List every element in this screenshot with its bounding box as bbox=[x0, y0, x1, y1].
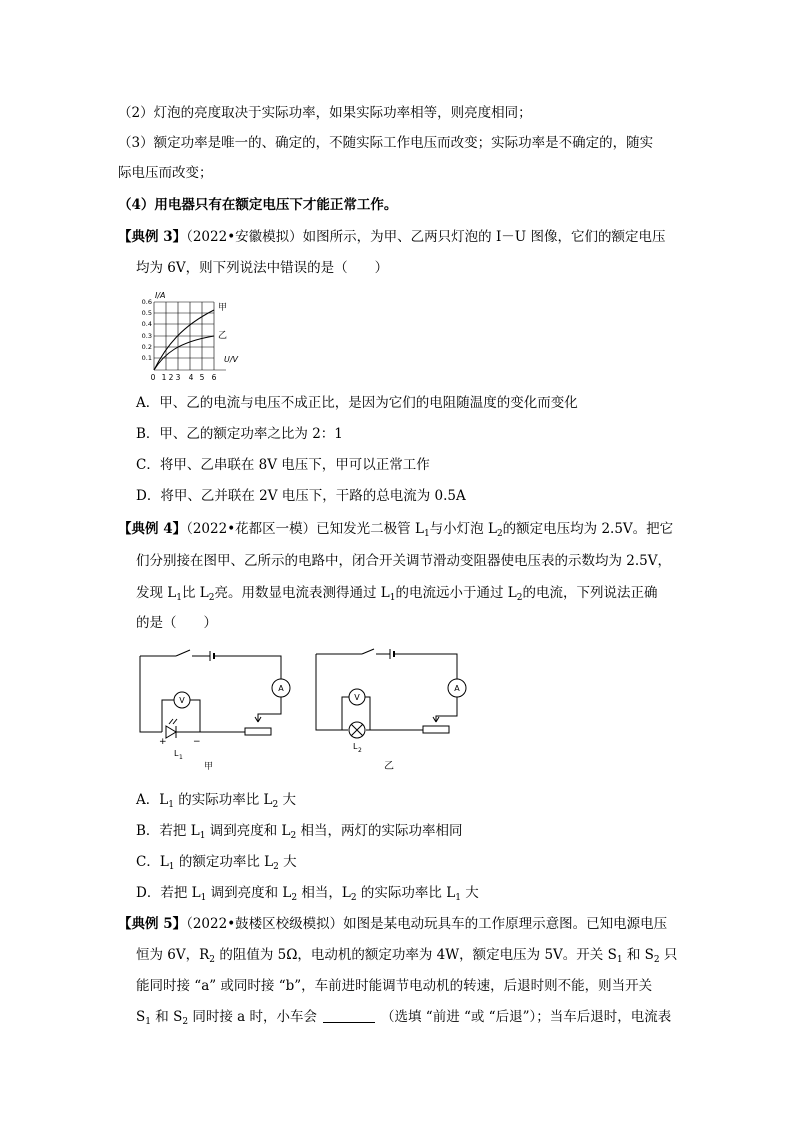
y-tick: 0.3 bbox=[141, 332, 152, 340]
text: 亮。用数显电流表测得通过 L bbox=[214, 585, 390, 601]
text: 调到亮度和 L bbox=[206, 885, 292, 901]
example-3-option-c: C．将甲、乙串联在 8V 电压下，甲可以正常工作 bbox=[136, 457, 430, 473]
circuit-a bbox=[136, 648, 298, 772]
example-4-option-b bbox=[136, 822, 463, 840]
text: （选填 “前进 “或 “后退”）；当车后退时，电流表 bbox=[381, 1009, 672, 1025]
text: 与小灯泡 L bbox=[429, 521, 497, 537]
example-4-option-c bbox=[136, 853, 297, 871]
example-5-line4 bbox=[136, 1008, 671, 1026]
curve-a bbox=[154, 310, 214, 370]
text: 已知发光二极管 L bbox=[316, 521, 424, 537]
sub: 2 bbox=[653, 955, 660, 965]
text: 比 L bbox=[182, 585, 209, 601]
ammeter-label: A bbox=[454, 684, 460, 693]
text: C．L bbox=[136, 854, 169, 870]
text: 的实际功率比 L bbox=[356, 885, 456, 901]
example-3-option-b: B．甲、乙的额定功率之比为 2：1 bbox=[136, 426, 343, 442]
sub: 1 bbox=[145, 1017, 151, 1027]
curve-b bbox=[154, 336, 214, 370]
l1-label: L bbox=[174, 749, 179, 758]
sub: 2 bbox=[209, 955, 216, 965]
example-4-source: （2022•花都区一模） bbox=[186, 521, 317, 537]
y-axis-label: I/A bbox=[155, 291, 166, 300]
text: 只 bbox=[659, 947, 678, 963]
caption-a: 甲 bbox=[204, 762, 214, 772]
text: 相当，L bbox=[297, 885, 351, 901]
example-3-source: （2022•安徽模拟） bbox=[186, 229, 303, 245]
example-5-line2 bbox=[136, 946, 677, 964]
text: D．若把 L bbox=[136, 885, 201, 901]
text: 的实际功率比 L bbox=[173, 792, 273, 808]
text: 大 bbox=[460, 885, 479, 901]
sub: 2 bbox=[496, 529, 503, 539]
text: 和 S bbox=[150, 1009, 183, 1025]
sub: 2 bbox=[273, 862, 279, 872]
text: 恒为 6V，R bbox=[136, 947, 210, 963]
sub: 2 bbox=[291, 893, 298, 903]
text: 的电流远小于通过 L bbox=[395, 585, 517, 601]
sub: 2 bbox=[350, 893, 357, 903]
text: 如图是某电动玩具车的工作原理示意图。已知电源电压 bbox=[343, 916, 668, 932]
sub: 1 bbox=[176, 593, 182, 603]
example-5-line1 bbox=[118, 915, 667, 933]
text: 发现 L bbox=[136, 585, 177, 601]
example-3-option-d: D．将甲、乙并联在 2V 电压下，干路的总电流为 0.5A bbox=[136, 488, 466, 504]
x-tick: 1 bbox=[161, 373, 167, 382]
rheostat bbox=[423, 726, 449, 733]
sub: 1 bbox=[168, 800, 174, 810]
x-tick: 2 bbox=[168, 373, 174, 382]
y-tick: 0.2 bbox=[141, 343, 152, 351]
note-3-line2: 际电压而改变； bbox=[118, 165, 213, 181]
x-tick: 5 bbox=[199, 373, 205, 382]
example-3-option-a: A．甲、乙的电流与电压不成正比，是因为它们的电阻随温度的变化而变化 bbox=[136, 395, 578, 411]
example-4-label: 【典例 4】 bbox=[118, 521, 187, 537]
answer-blank[interactable] bbox=[323, 1010, 375, 1023]
sub: 1 bbox=[616, 955, 623, 965]
example-5-line3: 能同时接 “a” 或同时接 “b”，车前进时能调节电动机的转速，后退时则不能，则当开关 bbox=[136, 978, 653, 994]
y-tick: 0.1 bbox=[141, 354, 152, 362]
text: 大 bbox=[278, 854, 297, 870]
example-4-line1 bbox=[118, 520, 673, 538]
text: B．若把 L bbox=[136, 823, 200, 839]
example-5-source: （2022•鼓楼区校级模拟） bbox=[186, 916, 344, 932]
example-3-question-line2: 均为 6V，则下列说法中错误的是（ ） bbox=[136, 260, 389, 276]
text: A．L bbox=[136, 792, 169, 808]
sub: 1 bbox=[168, 862, 175, 872]
sub: 2 bbox=[290, 831, 297, 841]
note-2: （2）灯泡的亮度取决于实际功率，如果实际功率相等，则亮度相同； bbox=[118, 105, 532, 121]
voltmeter-label: V bbox=[354, 693, 360, 702]
example-4-line2: 们分别接在图甲、乙所示的电路中，闭合开关调节滑动变阻器使电压表的示数均为 2.5V， bbox=[136, 553, 672, 569]
x-tick: 6 bbox=[211, 373, 217, 382]
text: S bbox=[136, 1009, 146, 1025]
sub: 1 bbox=[200, 893, 207, 903]
note-4: （4）用电器只有在额定电压下才能正常工作。 bbox=[118, 197, 398, 213]
example-4-line3 bbox=[136, 584, 658, 602]
example-4-line4: 的是（ ） bbox=[136, 615, 217, 631]
sub: 2 bbox=[208, 593, 215, 603]
text: 的阻值为 5Ω，电动机的额定功率为 4W，额定电压为 5V。开关 S bbox=[215, 947, 617, 963]
sub: 2 bbox=[516, 593, 523, 603]
curve-a-label: 甲 bbox=[218, 303, 228, 313]
sub: 1 bbox=[455, 893, 461, 903]
example-4-option-a bbox=[136, 791, 296, 809]
sub: 2 bbox=[182, 1017, 189, 1027]
switch bbox=[362, 649, 374, 654]
example-3-label: 【典例 3】 bbox=[118, 229, 187, 245]
text: 的额定电压均为 2.5V。把它 bbox=[502, 521, 674, 537]
example-5-label: 【典例 5】 bbox=[118, 916, 187, 932]
text: 相当，两灯的实际功率相同 bbox=[296, 823, 463, 839]
y-tick: 0.4 bbox=[141, 320, 152, 328]
sub: 2 bbox=[272, 800, 279, 810]
sub: 1 bbox=[389, 593, 396, 603]
caption-b: 乙 bbox=[384, 761, 394, 772]
voltmeter-label: V bbox=[179, 696, 185, 705]
circuit-b bbox=[312, 646, 472, 774]
l2-sub: 2 bbox=[358, 747, 362, 754]
ammeter-label: A bbox=[278, 684, 284, 693]
text: 和 S bbox=[622, 947, 654, 963]
x-axis-label: U/V bbox=[224, 355, 239, 364]
text: 大 bbox=[278, 792, 297, 808]
example-3-header bbox=[118, 228, 665, 246]
example-4-option-d bbox=[136, 884, 479, 902]
y-tick: 0.5 bbox=[141, 309, 152, 317]
x-tick: 4 bbox=[188, 373, 194, 382]
rheostat bbox=[245, 728, 271, 735]
plus-label: + bbox=[159, 737, 167, 747]
switch bbox=[176, 650, 190, 656]
diode bbox=[166, 719, 177, 738]
sub: 1 bbox=[423, 529, 430, 539]
x-tick: 3 bbox=[175, 373, 181, 382]
sub: 1 bbox=[199, 831, 206, 841]
x-tick: 0 bbox=[150, 373, 156, 382]
text: 调到亮度和 L bbox=[205, 823, 291, 839]
curve-b-label: 乙 bbox=[218, 331, 228, 341]
l1-sub: 1 bbox=[179, 754, 183, 761]
example-3-question-line1: 如图所示，为甲、乙两只灯泡的 I－U 图像，它们的额定电压 bbox=[302, 229, 666, 245]
text: 同时接 a 时，小车会 bbox=[188, 1009, 317, 1025]
iu-graph bbox=[134, 288, 254, 384]
y-tick: 0.6 bbox=[141, 298, 152, 306]
l2-label: L bbox=[353, 742, 358, 751]
text: 的电流，下列说法正确 bbox=[522, 585, 658, 601]
note-3-line1: （3）额定功率是唯一的、确定的，不随实际工作电压而改变；实际功率是不确定的，随实 bbox=[118, 135, 654, 151]
text: 的额定功率比 L bbox=[174, 854, 274, 870]
minus-label: − bbox=[193, 737, 201, 747]
